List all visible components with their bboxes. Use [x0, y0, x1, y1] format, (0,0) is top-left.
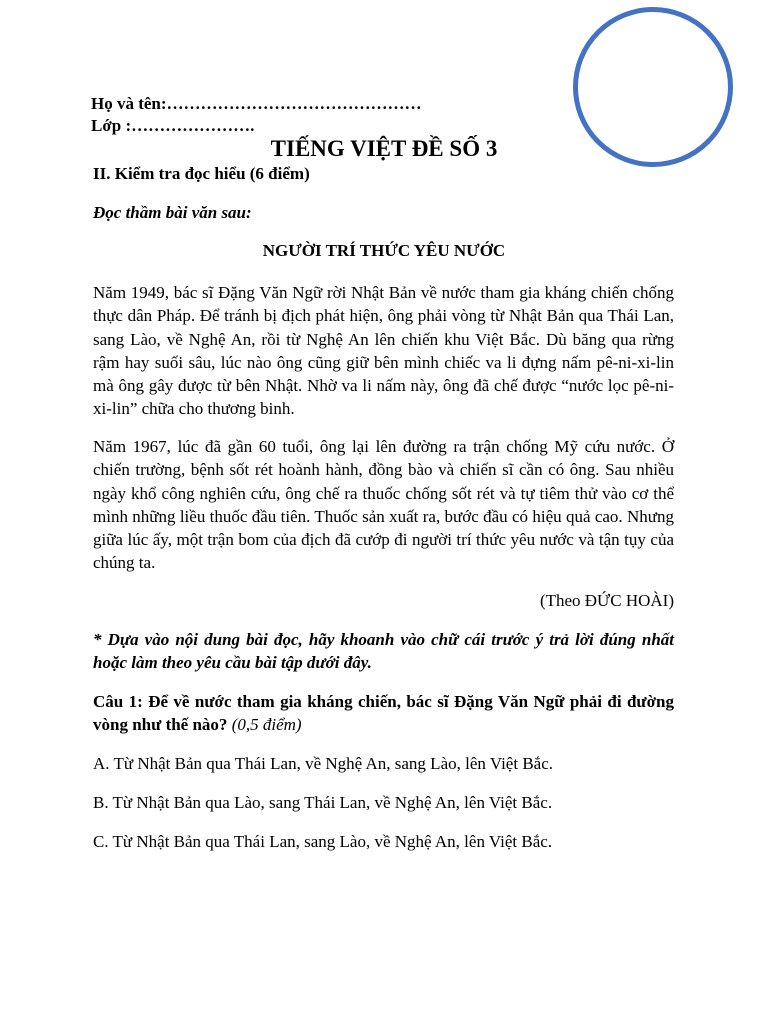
question-1-points: (0,5 điểm)	[231, 715, 302, 735]
question-1-option-b[interactable]: B. Từ Nhật Bản qua Lào, sang Thái Lan, về Nghệ An, lên Việt Bắc.	[93, 793, 553, 812]
question-1	[93, 690, 674, 737]
story-title: NGƯỜI TRÍ THỨC YÊU NƯỚC	[262, 241, 506, 260]
question-1-option-c[interactable]: C. Từ Nhật Bản qua Thái Lan, sang Lào, về Nghệ An, lên Việt Bắc.	[93, 832, 553, 851]
question-1-text: Câu 1: Để về nước tham gia kháng chiến, bác sĩ Đặng Văn Ngữ phải đi đường vòng như thế nào?	[93, 692, 674, 735]
student-class-line: Lớp :………………….	[91, 116, 255, 135]
student-name-line: Họ và tên:………………………………………	[91, 94, 422, 113]
story-source: (Theo ĐỨC HOÀI)	[539, 591, 674, 610]
section-heading: II. Kiểm tra đọc hiểu (6 điểm)	[93, 164, 310, 183]
question-directions: * Dựa vào nội dung bài đọc, hãy khoanh vào chữ cái trước ý trả lời đúng nhất hoặc làm theo yêu cầu bài tập dưới đây.	[93, 630, 674, 673]
story-paragraph-2: Năm 1967, lúc đã gần 60 tuổi, ông lại lên đường ra trận chống Mỹ cứu nước. Ở chiến trường, bệnh sốt rét hoành hành, đồng bào và chiến sĩ cần có ông. Sau nhiều ngày khổ công nghiên cứu, ông chế ra thuốc chống sốt rét và tự tiêm thử vào cơ thể mình những liều thuốc đầu tiên. Thuốc sản xuất ra, bước đầu có hiệu quả cao. Nhưng giữa lúc ấy, một trận bom của địch đã cướp đi người trí thức yêu nước và tận tụy của chúng ta.	[93, 437, 674, 573]
story-paragraph-1: Năm 1949, bác sĩ Đặng Văn Ngữ rời Nhật Bản về nước tham gia kháng chiến chống thực dân Pháp. Để tránh bị địch phát hiện, ông phải vòng từ Nhật Bản qua Thái Lan, sang Lào, về Nghệ An, rồi từ Nghệ An lên chiến khu Việt Bắc. Dù băng qua rừng rậm hay suối sâu, lúc nào ông cũng giữ bên mình chiếc va li đựng nấm pê-ni-xi-lin mà ông gây được từ bên Nhật. Nhờ va li nấm này, ông đã chế được “nước lọc pê-ni-xi-lin” chữa cho thương binh.	[93, 283, 674, 419]
question-1-option-a[interactable]: A. Từ Nhật Bản qua Thái Lan, về Nghệ An, sang Lào, lên Việt Bắc.	[93, 754, 554, 773]
reading-instruction: Đọc thầm bài văn sau:	[93, 203, 252, 222]
page-title: TIẾNG VIỆT ĐỀ SỐ 3	[270, 136, 498, 161]
